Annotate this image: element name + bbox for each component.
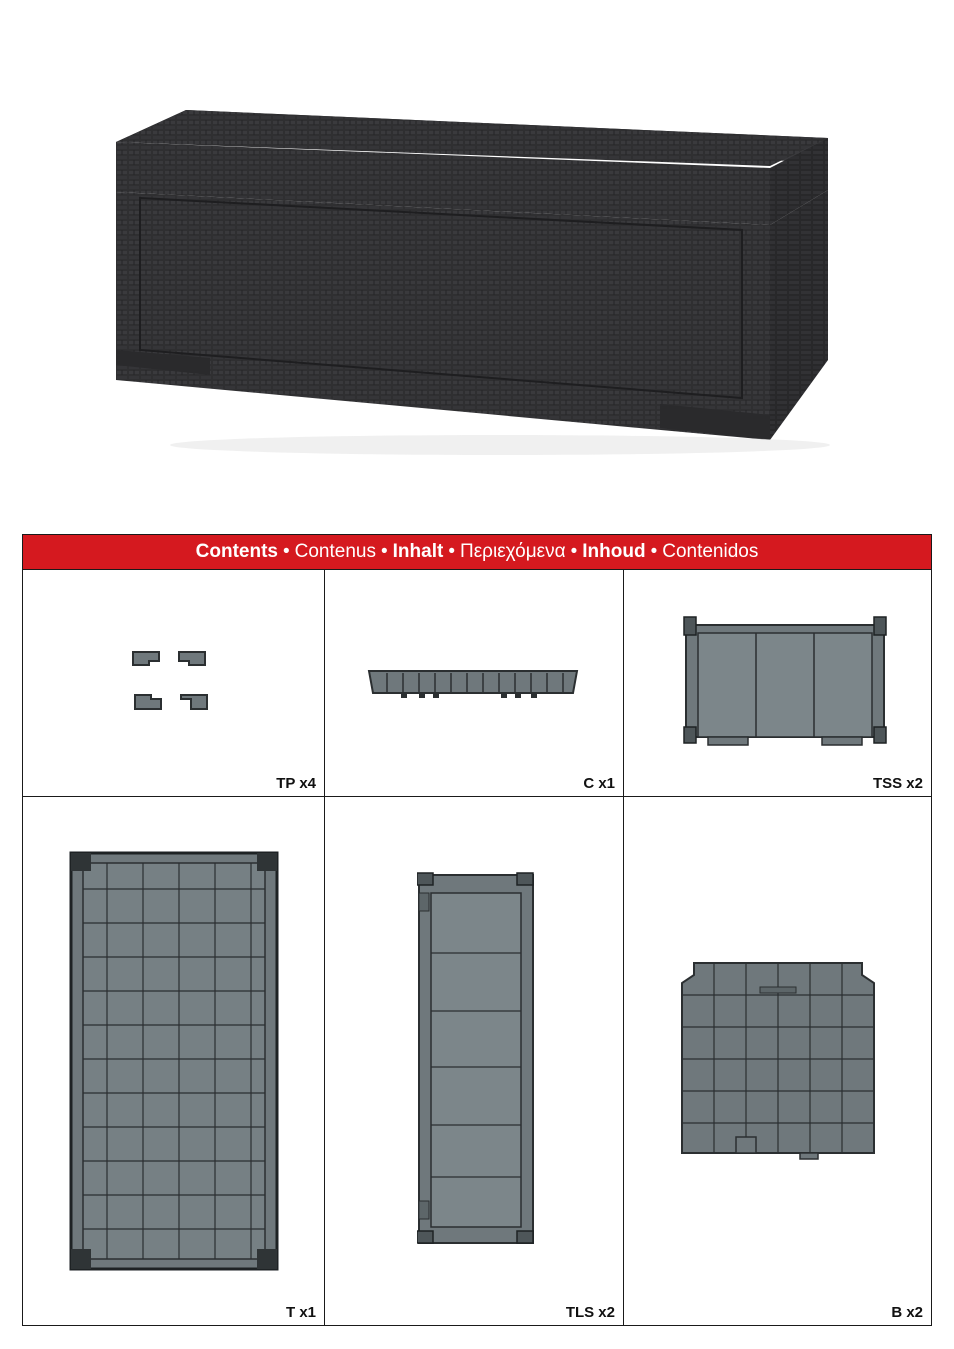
part-label-tss: TSS x2 [872, 775, 923, 792]
contents-header: Contents • Contenus • Inhalt • Περιεχόμενα • Inhoud • Contenidos [23, 535, 931, 570]
part-cell-t [23, 797, 325, 1325]
part-label-tls: TLS x2 [565, 1304, 615, 1321]
short-side-panel-icon [680, 615, 890, 747]
part-label-t: T x1 [285, 1304, 316, 1321]
part-label-tp: TP x4 [276, 775, 316, 792]
header-lang-de: Inhalt [392, 541, 444, 562]
part-cell-b [624, 797, 931, 1325]
product-image [80, 20, 870, 510]
bottom-panel-icon [680, 957, 876, 1163]
connector-rail-icon [367, 665, 579, 705]
part-cell-tss [624, 569, 931, 797]
header-lang-en: Contents [195, 541, 278, 562]
part-cell-c [325, 569, 624, 797]
part-label-b: B x2 [891, 1304, 923, 1321]
part-cell-tp [23, 569, 325, 797]
part-label-c: C x1 [583, 775, 615, 792]
storage-box-illustration [80, 20, 870, 510]
header-lang-es: Contenidos [662, 541, 759, 562]
header-lang-el: Περιεχόμενα [459, 541, 566, 562]
long-side-panel-icon [417, 871, 535, 1247]
contents-table [22, 534, 932, 1326]
part-cell-tls [325, 797, 624, 1325]
parts-grid [23, 569, 931, 1325]
header-lang-nl: Inhoud [582, 541, 646, 562]
header-lang-fr: Contenus [294, 541, 376, 562]
top-panel-icon [69, 851, 281, 1273]
corner-piece-icon [131, 649, 211, 713]
